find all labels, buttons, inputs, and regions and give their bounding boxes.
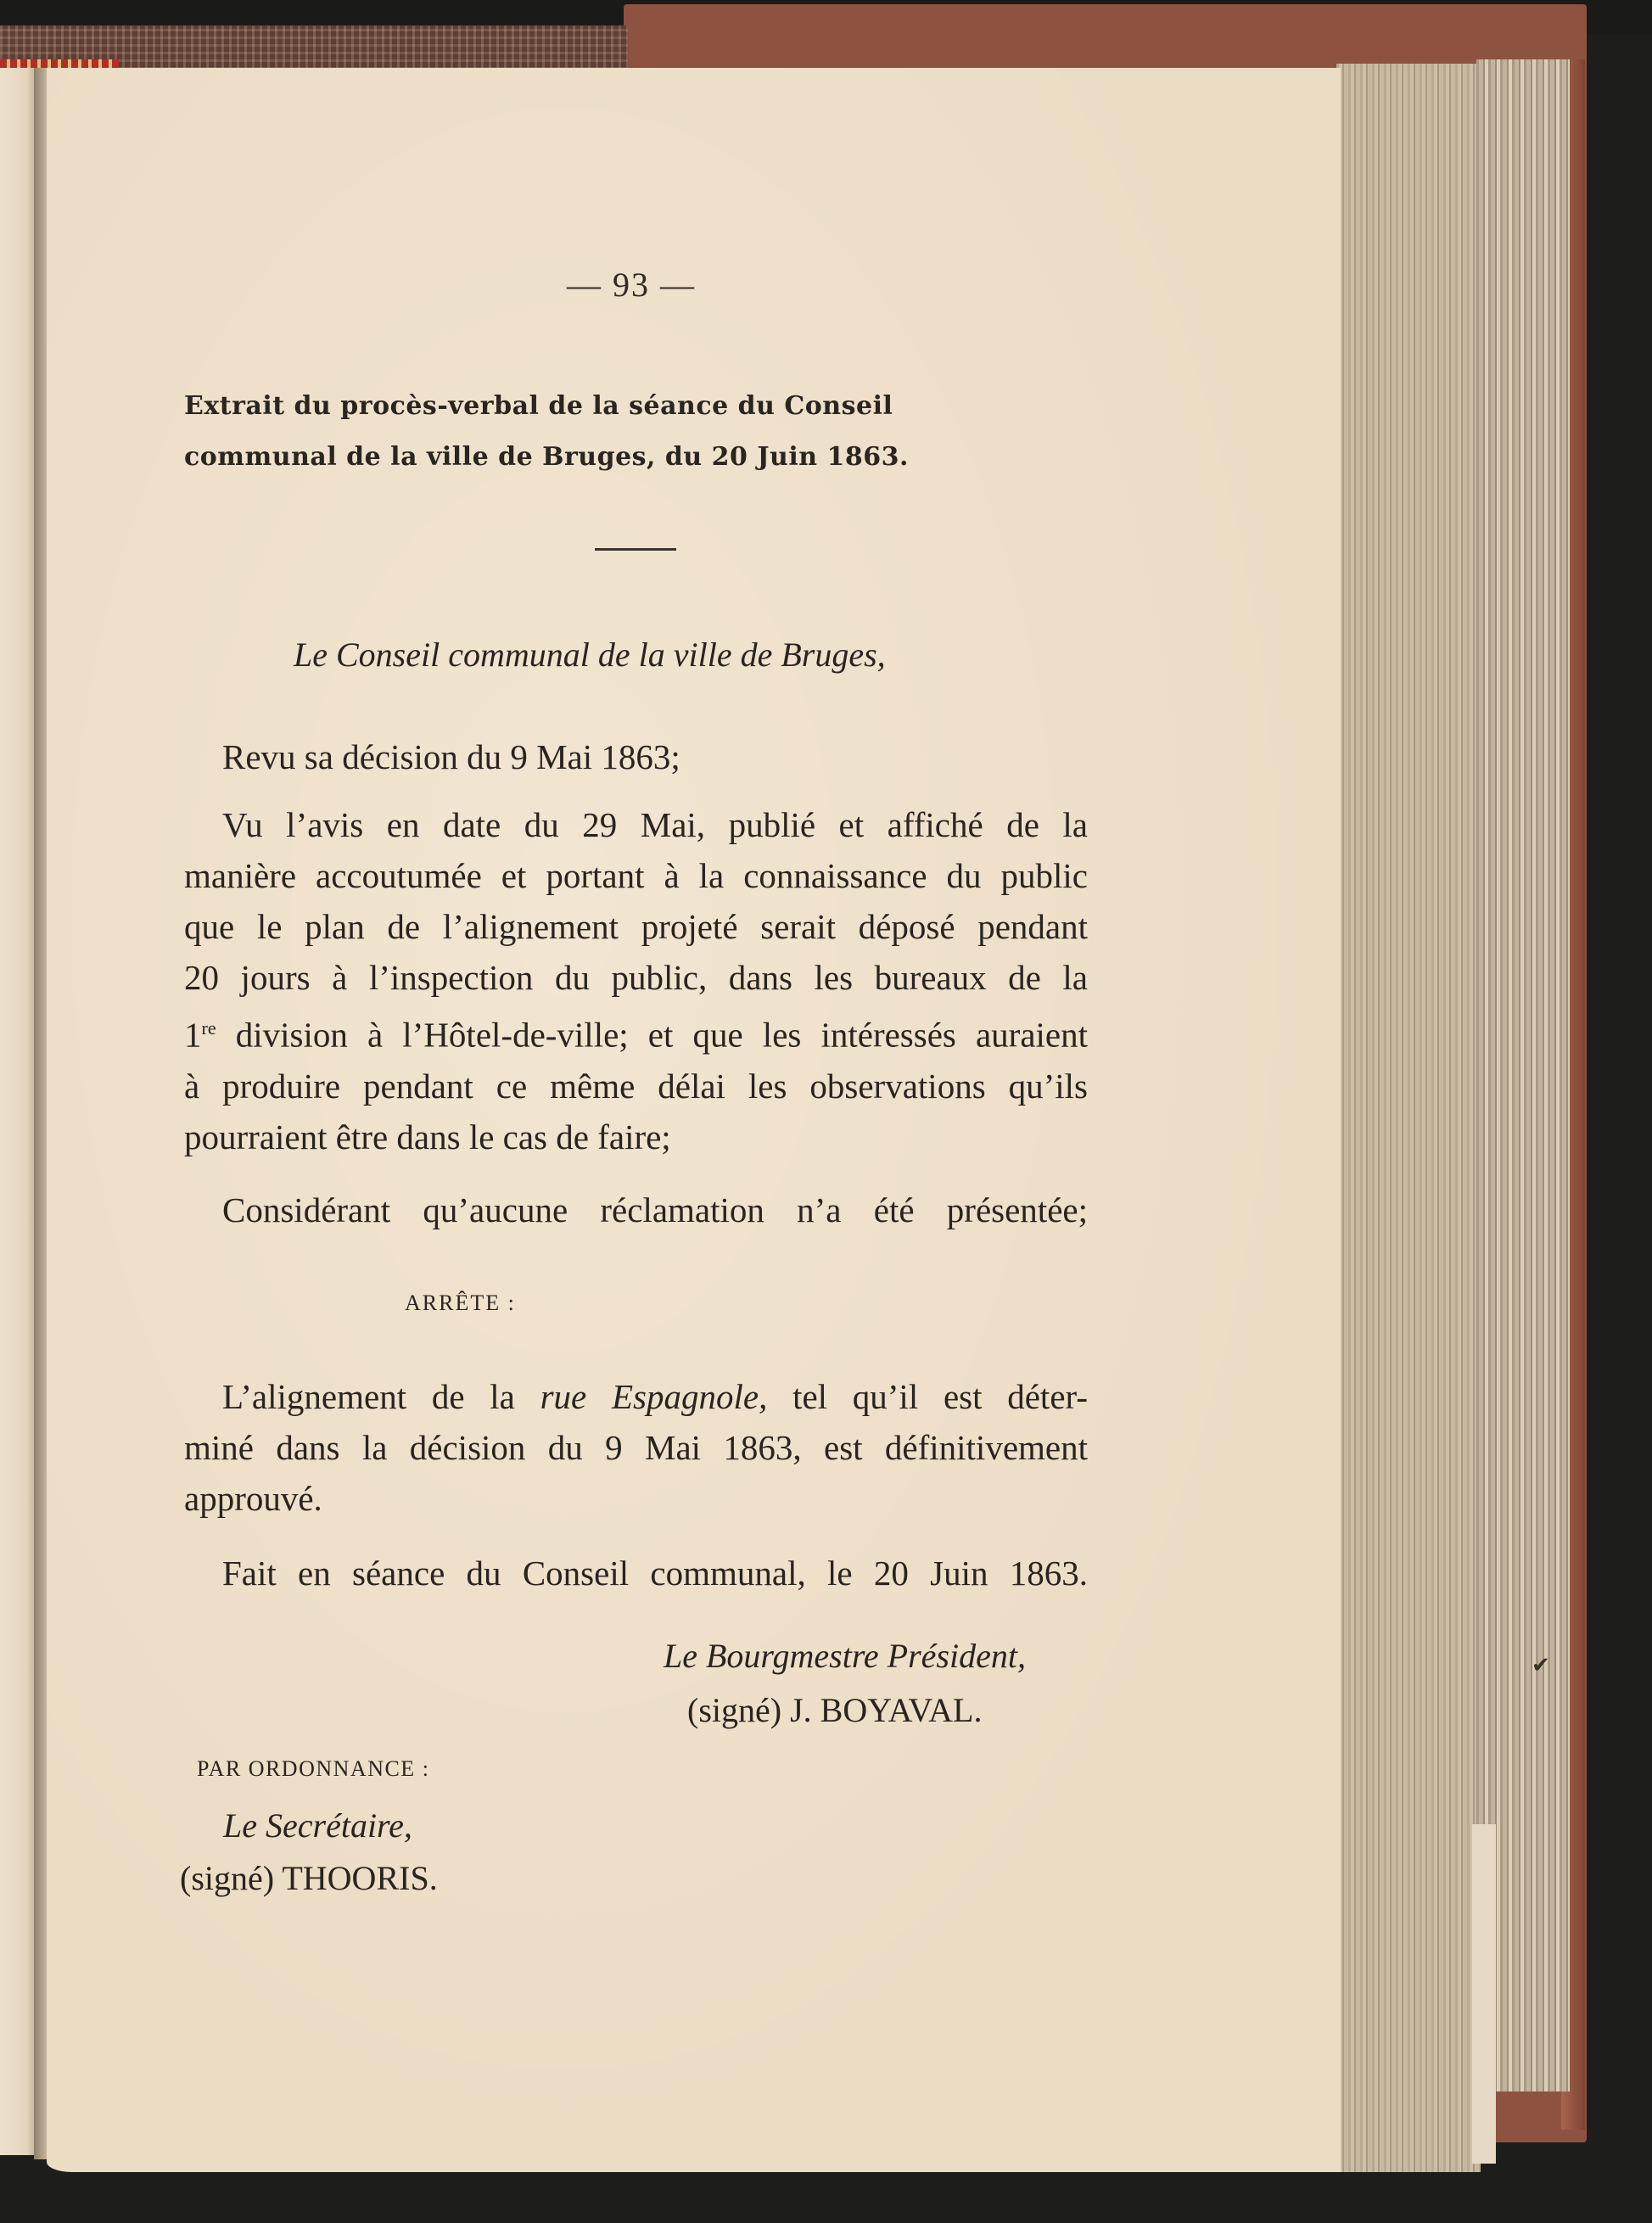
page-gutter [34,68,48,2159]
paragraph-line: que le plan de l’alignement projeté serait déposé pendant [184,907,1088,946]
page-number: — 93 — [567,266,696,304]
headband-stitch [0,59,119,68]
paragraph-line: Vu l’avis en date du 29 Mai, publié et affiché de la [222,805,1088,844]
president-title: Le Bourgmestre Président, [664,1637,1026,1675]
heading-line-2: communal de la ville de Bruges, du 20 Juin 1863. [184,442,909,472]
paragraph-line: 20 jours à l’inspection du public, dans les bureaux de la [184,958,1088,997]
paragraph-line: miné dans la décision du 9 Mai 1863, est définitivement [184,1428,1088,1467]
paragraph-line [184,1371,1088,1422]
ordinal-suffix: re [201,1017,216,1039]
paragraph-line: Considérant qu’aucune réclamation n’a été présentée; [222,1190,1088,1229]
text-segment: L’alignement de la [222,1377,540,1416]
heading-line-1: Extrait du procès-verbal de la séance du Conseil [184,391,893,421]
paragraph-line: à produire pendant ce même délai les observations qu’ils [184,1066,1088,1106]
paragraph-vu [184,799,1088,1162]
paragraph-fait [184,1548,1088,1599]
paragraph-line [184,1003,1088,1061]
ordinal-number: 1 [184,1015,202,1055]
left-page-edge [0,68,38,2155]
intro-line: Le Conseil communal de la ville de Bruges, [294,636,886,674]
paragraph-considerant [184,1184,1088,1235]
paragraph-alignement [184,1371,1088,1524]
paragraph-line: approuvé. [184,1479,322,1518]
paragraph-revu [184,731,1088,782]
paragraph-line: manière accoutumée et portant à la connaissance du public [184,856,1088,895]
ink-mark-icon: ✔ [1532,1653,1550,1678]
arrete-label: ARRÊTE : [405,1291,516,1315]
secretary-signature: (signé) THOORIS. [180,1859,438,1897]
paragraph-line: pourraient être dans le cas de faire; [184,1117,671,1156]
ordonnance-label: PAR ORDONNANCE : [197,1756,430,1781]
separator-rule [595,548,676,551]
street-name: rue Espagnole, [540,1377,768,1416]
president-signature: (signé) J. BOYAVAL. [687,1691,983,1729]
paragraph-line: Revu sa décision du 9 Mai 1863; [222,737,680,776]
page-stack [1336,64,1481,2172]
page-stack-light [1472,1824,1496,2164]
paragraph-line: Fait en séance du Conseil communal, le 20 Juin 1863. [222,1554,1088,1593]
secretary-title: Le Secrétaire, [223,1806,412,1845]
page-stack-back [1476,59,1570,2091]
text-segment: tel qu’il est déter- [767,1377,1088,1416]
paragraph-line-text: division à l’Hôtel-de-ville; et que les intéressés auraient [235,1015,1089,1055]
